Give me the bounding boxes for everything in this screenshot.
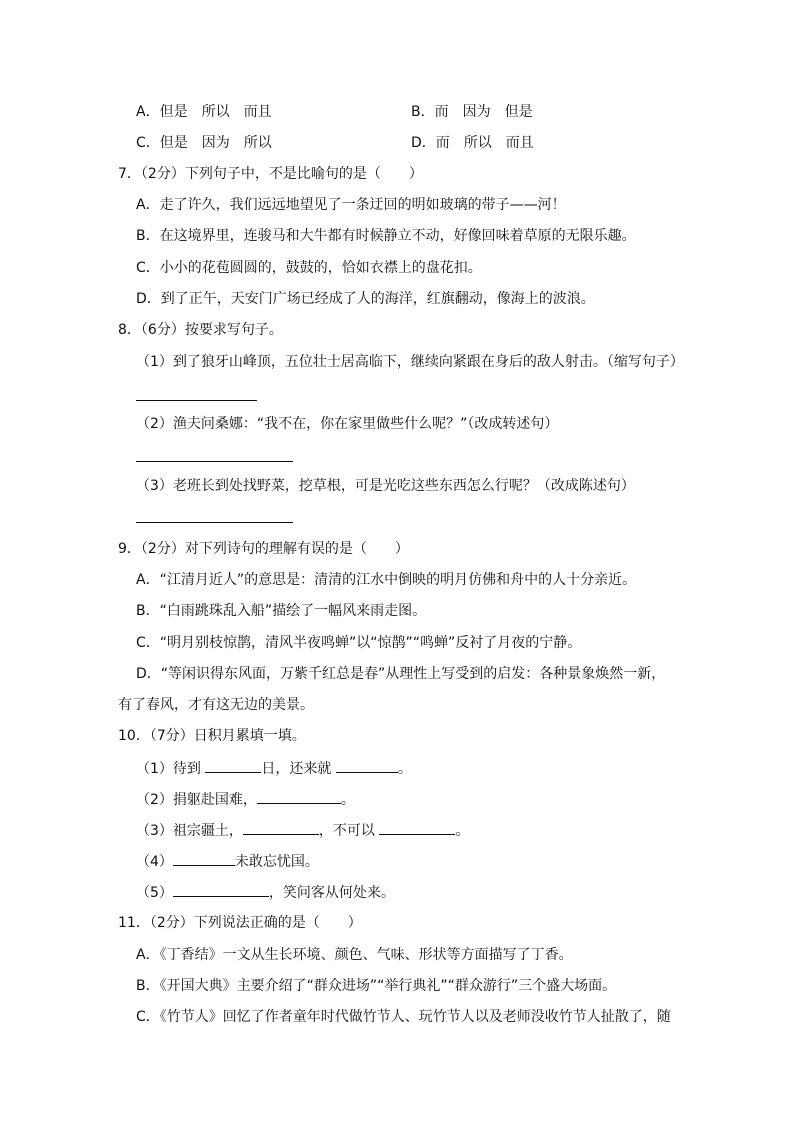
q8-item-2: （2）渔夫问桑娜：“我不在，你在家里做些什么呢？”（改成转述句） (136, 416, 559, 432)
q10-item-2-text-b: 。 (340, 792, 355, 808)
q10-item-5 (136, 882, 395, 903)
q7-option-a: A．走了许久，我们远远地望见了一条迂回的明如玻璃的带子——河！ (136, 197, 566, 213)
q8-item-1: （1）到了狼牙山峰顶，五位壮士居高临下，继续向紧跟在身后的敌人射击。（缩写句子） (136, 354, 684, 370)
q10-item-5-text-a: （5） (136, 885, 173, 901)
q9-option-a: A．“江清月近人”的意思是：清清的江水中倒映的明月仿佛和舟中的人十分亲近。 (136, 572, 637, 588)
q10-item-1 (136, 758, 412, 779)
q10-item-4-text-b: 未敢忘忧国。 (234, 854, 319, 870)
q9-stem: 9．（2分）对下列诗句的理解有误的是（ ） (118, 541, 409, 557)
q8-answer-line-3[interactable] (136, 522, 293, 523)
q11-option-a: A．《丁香结》一文从生长环境、颜色、气味、形状等方面描写了丁香。 (136, 947, 573, 963)
q10-blank-3[interactable] (257, 789, 341, 804)
q10-item-2-text-a: （2）捐躯赴国难， (136, 792, 257, 808)
q10-blank-7[interactable] (173, 882, 269, 897)
q10-item-1-text-c: 。 (397, 761, 412, 777)
q7-option-c: C．小小的花苞圆圆的，鼓鼓的，恰如衣襟上的盘花扣。 (136, 260, 482, 276)
q9-option-c: C．“明月别枝惊鹊，清风半夜鸣蝉”以“惊鹊”“鸣蝉”反衬了月夜的宁静。 (136, 635, 582, 651)
q10-item-1-text-b: 日，还来就 (261, 761, 332, 777)
q10-item-3-text-c: 。 (455, 823, 470, 839)
q10-blank-4[interactable] (243, 820, 319, 835)
q10-stem: 10．（7分）日积月累填一填。 (118, 728, 306, 744)
q7-option-d: D．到了正午，天安门广场已经成了人的海洋，红旗翻动，像海上的波浪。 (136, 291, 595, 307)
q10-blank-5[interactable] (379, 820, 455, 835)
q9-option-b: B．“白雨跳珠乱入船”描绘了一幅风来雨走图。 (136, 603, 427, 619)
q8-answer-line-2[interactable] (136, 461, 293, 462)
q10-item-4-text-a: （4） (136, 854, 173, 870)
q10-blank-2[interactable] (336, 758, 398, 773)
q7-stem: 7．（2分）下列句子中，不是比喻句的是（ ） (118, 166, 423, 182)
q11-stem: 11．（2分）下列说法正确的是（ ） (118, 915, 362, 931)
q8-stem: 8．（6分）按要求写句子。 (118, 322, 283, 338)
q7-option-b: B．在这境界里，连骏马和大牛都有时候静立不动，好像回味着草原的无限乐趣。 (136, 228, 636, 244)
q10-item-2 (136, 789, 355, 810)
q10-item-3-text-b: ，不可以 (318, 823, 375, 839)
q6-option-d: D．而 所以 而且 (411, 135, 534, 151)
q8-item-3: （3）老班长到处找野菜，挖草根，可是光吃这些东西怎么行呢？（改成陈述句） (136, 478, 635, 494)
q10-item-1-text-a: （1）待到 (136, 761, 201, 777)
q10-item-3-text-a: （3）祖宗疆土， (136, 823, 243, 839)
q6-option-b: B．而 因为 但是 (411, 104, 533, 120)
q10-item-3 (136, 820, 469, 841)
q8-answer-line-1[interactable] (136, 400, 257, 401)
q9-option-d-line-2: 有了春风，才有这无边的美景。 (118, 697, 314, 713)
q10-item-5-text-b: ，笑问客从何处来。 (268, 885, 395, 901)
q6-option-c: C．但是 因为 所以 (136, 135, 272, 151)
q11-option-c: C．《竹节人》回忆了作者童年时代做竹节人、玩竹节人以及老师没收竹节人扯散了，随 (136, 1009, 671, 1025)
q10-blank-1[interactable] (205, 758, 261, 773)
q11-option-b: B．《开国大典》主要介绍了“群众进场”“举行典礼”“群众游行”三个盛大场面。 (136, 978, 617, 994)
q6-option-a: A．但是 所以 而且 (136, 104, 272, 120)
q10-item-4 (136, 851, 319, 872)
q10-blank-6[interactable] (173, 851, 235, 866)
q9-option-d-line-1: D．“等闲识得东风面，万紫千红总是春”从理性上写受到的启发：各种景象焕然一新， (136, 666, 666, 682)
